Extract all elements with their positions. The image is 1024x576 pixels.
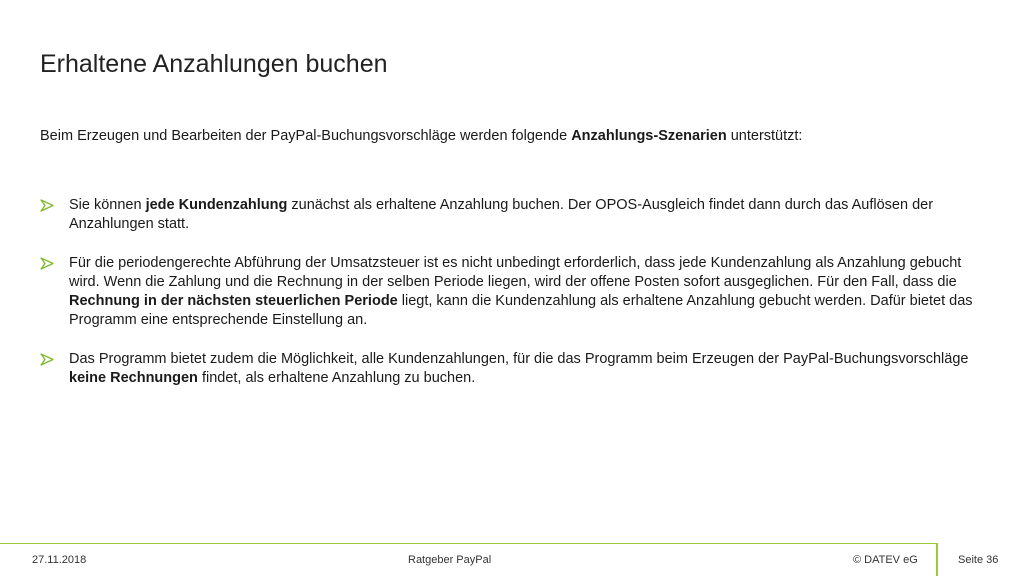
bullet-text-before: Für die periodengerechte Abführung der Umsatzsteuer ist es nicht unbedingt erforderlich, dass jede Kundenzahlung als Anzahlung gebucht wird. Wenn die Zahlung und die Rechnung in der selben Periode liegen, wird der offene Posten sofort ausgeglichen. Für den Fall, dass die [69, 254, 962, 290]
bullet-item [40, 350, 990, 389]
intro-paragraph [40, 127, 990, 146]
footer-page-number: Seite 36 [958, 554, 999, 566]
bullet-bold: Rechnung in der nächsten steuerlichen Periode [69, 293, 398, 310]
footer-divider [0, 543, 936, 544]
footer-date: 27.11.2018 [32, 554, 87, 566]
intro-text-after: unterstützt: [726, 128, 803, 144]
footer-copyright: © DATEV eG [853, 554, 918, 566]
bullet-bold: jede Kundenzahlung [145, 197, 288, 213]
footer-divider-notch [936, 543, 938, 576]
bullet-bold: keine Rechnungen [69, 370, 198, 387]
arrow-bullet-icon [40, 199, 54, 212]
slide-title: Erhaltene Anzahlungen buchen [40, 50, 388, 78]
bullet-item [40, 254, 990, 331]
bullet-item [40, 196, 990, 235]
bullet-text-after: liegt, kann die Kundenzahlung als erhaltene Anzahlung gebucht werden. Dafür bietet das Programm eine entsprechende Einstellung an. [69, 293, 973, 329]
bullet-list [40, 196, 990, 388]
arrow-bullet-icon [40, 353, 54, 366]
intro-text-before: Beim Erzeugen und Bearbeiten der PayPal-Buchungsvorschläge werden folgende [40, 128, 572, 144]
arrow-bullet-icon [40, 257, 54, 270]
bullet-text-before: Das Programm bietet zudem die Möglichkeit, alle Kundenzahlungen, für die das Programm beim Erzeugen der PayPal-Buchungsvorschläge [69, 350, 969, 367]
bullet-text-after: zunächst als erhaltene Anzahlung buchen. Der OPOS-Ausgleich findet dann durch das Auflösen der Anzahlungen statt. [69, 197, 934, 233]
intro-bold: Anzahlungs-Szenarien [571, 128, 727, 144]
footer-title: Ratgeber PayPal [408, 554, 492, 566]
bullet-text-before: Sie können [69, 197, 146, 213]
bullet-text-after: findet, als erhaltene Anzahlung zu buchen. [197, 370, 476, 387]
